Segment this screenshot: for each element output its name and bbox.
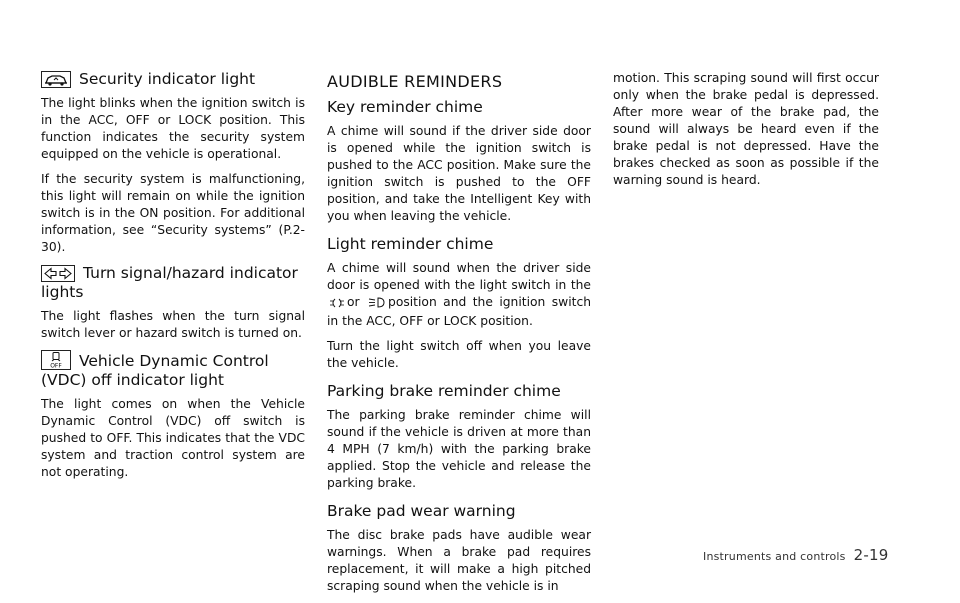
security-paragraph-2: If the security system is malfunctioning, this light will remain on while the ignition switch is in the ON position. For additional information, see “Security systems” (P.2-30). xyxy=(41,172,305,254)
page-number: 2-19 xyxy=(853,546,889,564)
security-paragraph-1: The light blinks when the ignition switch is in the ACC, OFF or LOCK position. This function indicates the security system equipped on the vehicle is operational. xyxy=(41,96,305,161)
brake-pad-continued-paragraph: motion. This scraping sound will first occur only when the brake pedal is depressed. After more wear of the brake pad, the sound will always be heard even if the brake pedal is not depressed. Have the brakes checked as soon as possible if the warning sound is heard. xyxy=(613,71,879,187)
light-reminder-paragraph-2: Turn the light switch off when you leave the vehicle. xyxy=(327,339,591,370)
turn-signal-heading-text: Turn signal/hazard indicator lights xyxy=(41,264,298,301)
middle-column xyxy=(327,70,591,603)
left-column xyxy=(41,70,305,489)
footer-chapter: Instruments and controls xyxy=(703,550,846,563)
parking-brake-paragraph: The parking brake reminder chime will sound if the vehicle is driven at more than 4 MPH (7 km/h) with the parking brake applied. Stop the vehicle and release the parking brake. xyxy=(327,408,591,490)
right-column xyxy=(613,70,879,197)
page-footer xyxy=(703,546,888,564)
light-reminder-heading: Light reminder chime xyxy=(327,235,494,253)
turn-signal-paragraph: The light flashes when the turn signal switch lever or hazard switch is turned on. xyxy=(41,309,305,340)
vdc-heading-text: Vehicle Dynamic Control (VDC) off indicator light xyxy=(41,352,269,389)
brake-pad-paragraph: The disc brake pads have audible wear warnings. When a brake pad requires replacement, it will make a high pitched scraping sound when the vehicle is in xyxy=(327,528,591,593)
car-security-icon xyxy=(41,71,71,88)
brake-pad-heading: Brake pad wear warning xyxy=(327,502,516,520)
light-reminder-paragraph-1 xyxy=(327,260,591,330)
turn-signal-heading xyxy=(41,264,305,302)
security-heading-text: Security indicator light xyxy=(79,70,256,88)
headlight-icon xyxy=(368,296,386,313)
key-reminder-paragraph: A chime will sound if the driver side door is opened while the ignition switch is pushed to the ACC position. Make sure the ignition switch is pushed to the OFF position, and take the Intelligent Key with you when leaving the vehicle. xyxy=(327,124,591,223)
vdc-off-icon xyxy=(41,350,71,370)
parking-brake-heading: Parking brake reminder chime xyxy=(327,382,561,400)
vdc-paragraph: The light comes on when the Vehicle Dynamic Control (VDC) off switch is pushed to OFF. This indicates that the VDC system and traction control system are not operating. xyxy=(41,397,305,479)
vdc-heading xyxy=(41,350,305,390)
vdc-icon-text: OFF xyxy=(50,362,62,369)
light-reminder-or: or xyxy=(347,295,360,309)
key-reminder-heading: Key reminder chime xyxy=(327,98,483,116)
light-reminder-text-b: position and the ignition switch in the ACC, OFF or LOCK position. xyxy=(327,295,591,328)
security-heading xyxy=(41,70,305,89)
tail-light-icon xyxy=(329,296,345,313)
audible-reminders-title: AUDIBLE REMINDERS xyxy=(327,72,503,91)
light-reminder-text-a: A chime will sound when the driver side door is opened with the light switch in the xyxy=(327,261,591,292)
turn-signal-arrows-icon xyxy=(41,265,75,282)
